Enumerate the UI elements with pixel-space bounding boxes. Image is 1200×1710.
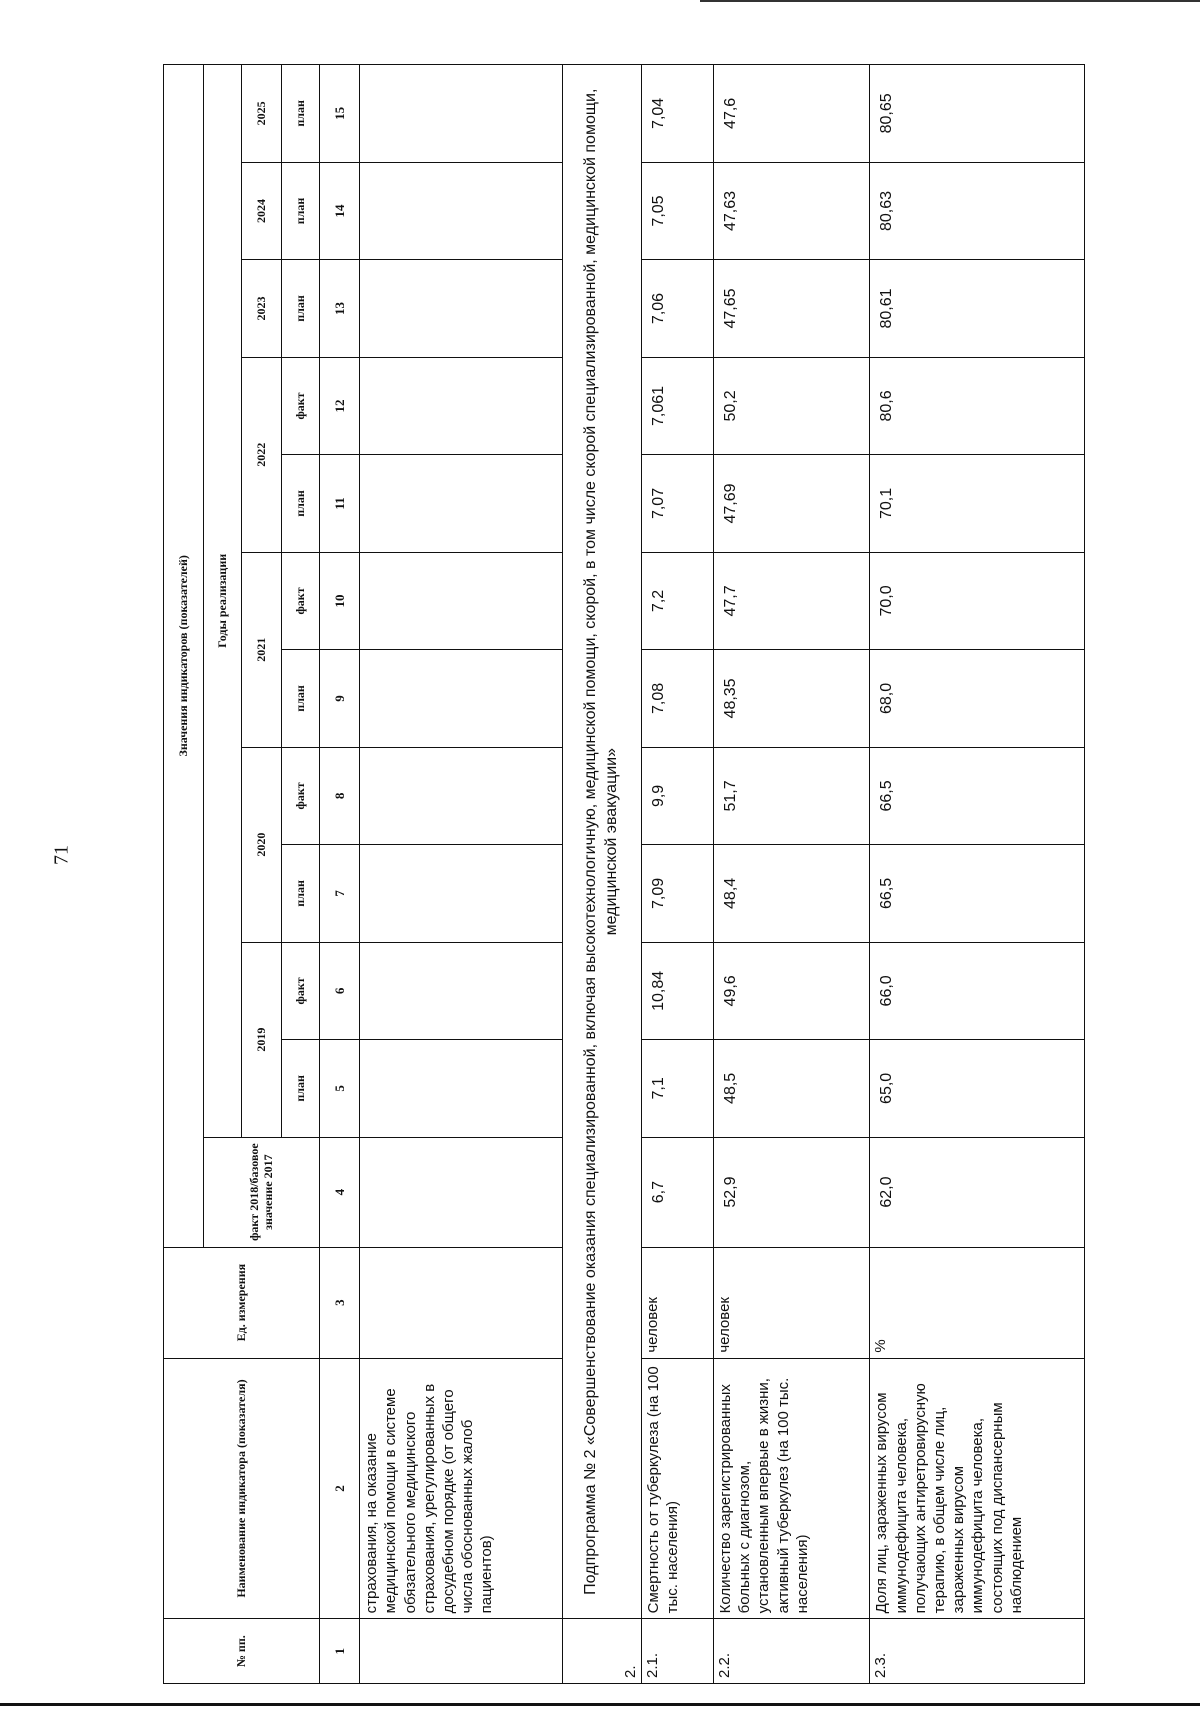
- value-2022-plan: 7,07: [642, 455, 714, 552]
- indicators-table: [163, 64, 1085, 1684]
- col-index: 15: [320, 65, 360, 163]
- col-index: 4: [320, 1137, 360, 1247]
- continuation-row: [360, 65, 563, 1684]
- col-index: 13: [320, 260, 360, 357]
- row-num: 2.2.: [714, 1619, 870, 1684]
- page-number: 71: [50, 845, 73, 865]
- row-indicator-name: Количество зарегистрированных больных с диагнозом, установленным впервые в жизни, активный туберкулез (на 100 тыс. населения): [714, 1358, 870, 1619]
- value-2023-plan: 47,65: [714, 260, 870, 357]
- value-2020-plan: 66,5: [870, 845, 1085, 942]
- header-year-2024: 2024: [242, 162, 282, 259]
- col-index: 14: [320, 162, 360, 259]
- bottom-edge-rule: [0, 1703, 1200, 1706]
- table-row: [870, 65, 1085, 1684]
- header-2022-plan: план: [282, 455, 320, 552]
- value-fact-base: 62,0: [870, 1137, 1085, 1247]
- subprogram-row: [563, 65, 642, 1684]
- subprogram-title: Подпрограмма № 2 «Совершенствование оказания специализированной, включая высокотехнологичную, медицинской помощи, скорой, в том числе скорой специализированной, медицинской помощи, медицинской эвакуации»: [563, 65, 642, 1619]
- col-index: 3: [320, 1247, 360, 1358]
- continuation-indicator-text: страхования, на оказание медицинской помощи в системе обязательного медицинского страхования, урегулированных в досудебном порядке (от общего числа обоснованных жалоб пациентов): [360, 1358, 563, 1619]
- col-index: 7: [320, 845, 360, 942]
- value-2019-fact: 49,6: [714, 942, 870, 1039]
- value-2020-plan: 48,4: [714, 845, 870, 942]
- value-2021-fact: 70,0: [870, 552, 1085, 649]
- header-year-2023: 2023: [242, 260, 282, 357]
- value-2022-fact: 50,2: [714, 357, 870, 454]
- header-2025-plan: план: [282, 65, 320, 163]
- header-year-2022: 2022: [242, 357, 282, 552]
- value-2022-fact: 80,6: [870, 357, 1085, 454]
- header-year-2019: 2019: [242, 942, 282, 1137]
- header-year-2025: 2025: [242, 65, 282, 163]
- header-year-2021: 2021: [242, 552, 282, 747]
- value-2024-plan: 7,05: [642, 162, 714, 259]
- value-2021-fact: 7,2: [642, 552, 714, 649]
- value-2024-plan: 47,63: [714, 162, 870, 259]
- row-unit: %: [870, 1247, 1085, 1358]
- value-2022-plan: 47,69: [714, 455, 870, 552]
- value-2021-plan: 48,35: [714, 650, 870, 747]
- col-index: 2: [320, 1358, 360, 1619]
- value-2023-plan: 80,61: [870, 260, 1085, 357]
- value-2021-plan: 7,08: [642, 650, 714, 747]
- value-fact-base: 52,9: [714, 1137, 870, 1247]
- value-2025-plan: 47,6: [714, 65, 870, 163]
- header-2020-plan: план: [282, 845, 320, 942]
- col-index: 12: [320, 357, 360, 454]
- header-years-group: Годы реализации: [204, 65, 242, 1138]
- row-indicator-name: Доля лиц, зараженных вирусом иммунодефицита человека, получающих антиретровирусную терапию, в общем числе лиц, зараженных вирусом иммунодефицита человека, состоящих под диспансерным наблюдением: [870, 1358, 1085, 1619]
- row-num: 2.1.: [642, 1619, 714, 1684]
- col-index: 8: [320, 747, 360, 844]
- header-year-2020: 2020: [242, 747, 282, 942]
- value-2025-plan: 80,65: [870, 65, 1085, 163]
- value-2022-fact: 7,061: [642, 357, 714, 454]
- col-index: 5: [320, 1040, 360, 1137]
- row-unit: человек: [642, 1247, 714, 1358]
- header-indicator-name: Наименование индикатора (показателя): [164, 1358, 320, 1619]
- col-index: 6: [320, 942, 360, 1039]
- header-num: № пп.: [164, 1619, 320, 1684]
- col-index: 11: [320, 455, 360, 552]
- row-indicator-name: Смертность от туберкулеза (на 100 тыс. населения): [642, 1358, 714, 1619]
- value-2020-fact: 66,5: [870, 747, 1085, 844]
- value-2025-plan: 7,04: [642, 65, 714, 163]
- value-2020-fact: 9,9: [642, 747, 714, 844]
- value-2023-plan: 7,06: [642, 260, 714, 357]
- header-2021-plan: план: [282, 650, 320, 747]
- table-row: [714, 65, 870, 1684]
- rotated-table-wrapper: [163, 64, 1085, 1684]
- col-index: 1: [320, 1619, 360, 1684]
- top-edge-rule: [700, 0, 1200, 2]
- col-index: 9: [320, 650, 360, 747]
- value-2019-fact: 66,0: [870, 942, 1085, 1039]
- value-2021-plan: 68,0: [870, 650, 1085, 747]
- value-2020-plan: 7,09: [642, 845, 714, 942]
- value-2021-fact: 47,7: [714, 552, 870, 649]
- continuation-num: [360, 1619, 563, 1684]
- header-2024-plan: план: [282, 162, 320, 259]
- header-2021-fact: факт: [282, 552, 320, 649]
- value-2019-plan: 7,1: [642, 1040, 714, 1137]
- header-2019-fact: факт: [282, 942, 320, 1039]
- header-2022-fact: факт: [282, 357, 320, 454]
- column-index-row: [320, 65, 360, 1684]
- row-num: 2.3.: [870, 1619, 1085, 1684]
- value-2022-plan: 70,1: [870, 455, 1085, 552]
- header-2023-plan: план: [282, 260, 320, 357]
- value-2019-plan: 48,5: [714, 1040, 870, 1137]
- row-unit: человек: [714, 1247, 870, 1358]
- col-index: 10: [320, 552, 360, 649]
- header-fact-base: факт 2018/базовое значение 2017: [204, 1137, 320, 1247]
- subprogram-num: 2.: [563, 1619, 642, 1684]
- header-unit: Ед. измерения: [164, 1247, 320, 1358]
- header-2020-fact: факт: [282, 747, 320, 844]
- value-fact-base: 6,7: [642, 1137, 714, 1247]
- value-2019-fact: 10,84: [642, 942, 714, 1039]
- header-values-group: Значения индикаторов (показателей): [164, 65, 204, 1248]
- value-2024-plan: 80,63: [870, 162, 1085, 259]
- value-2019-plan: 65,0: [870, 1040, 1085, 1137]
- table-row: [642, 65, 714, 1684]
- header-2019-plan: план: [282, 1040, 320, 1137]
- value-2020-fact: 51,7: [714, 747, 870, 844]
